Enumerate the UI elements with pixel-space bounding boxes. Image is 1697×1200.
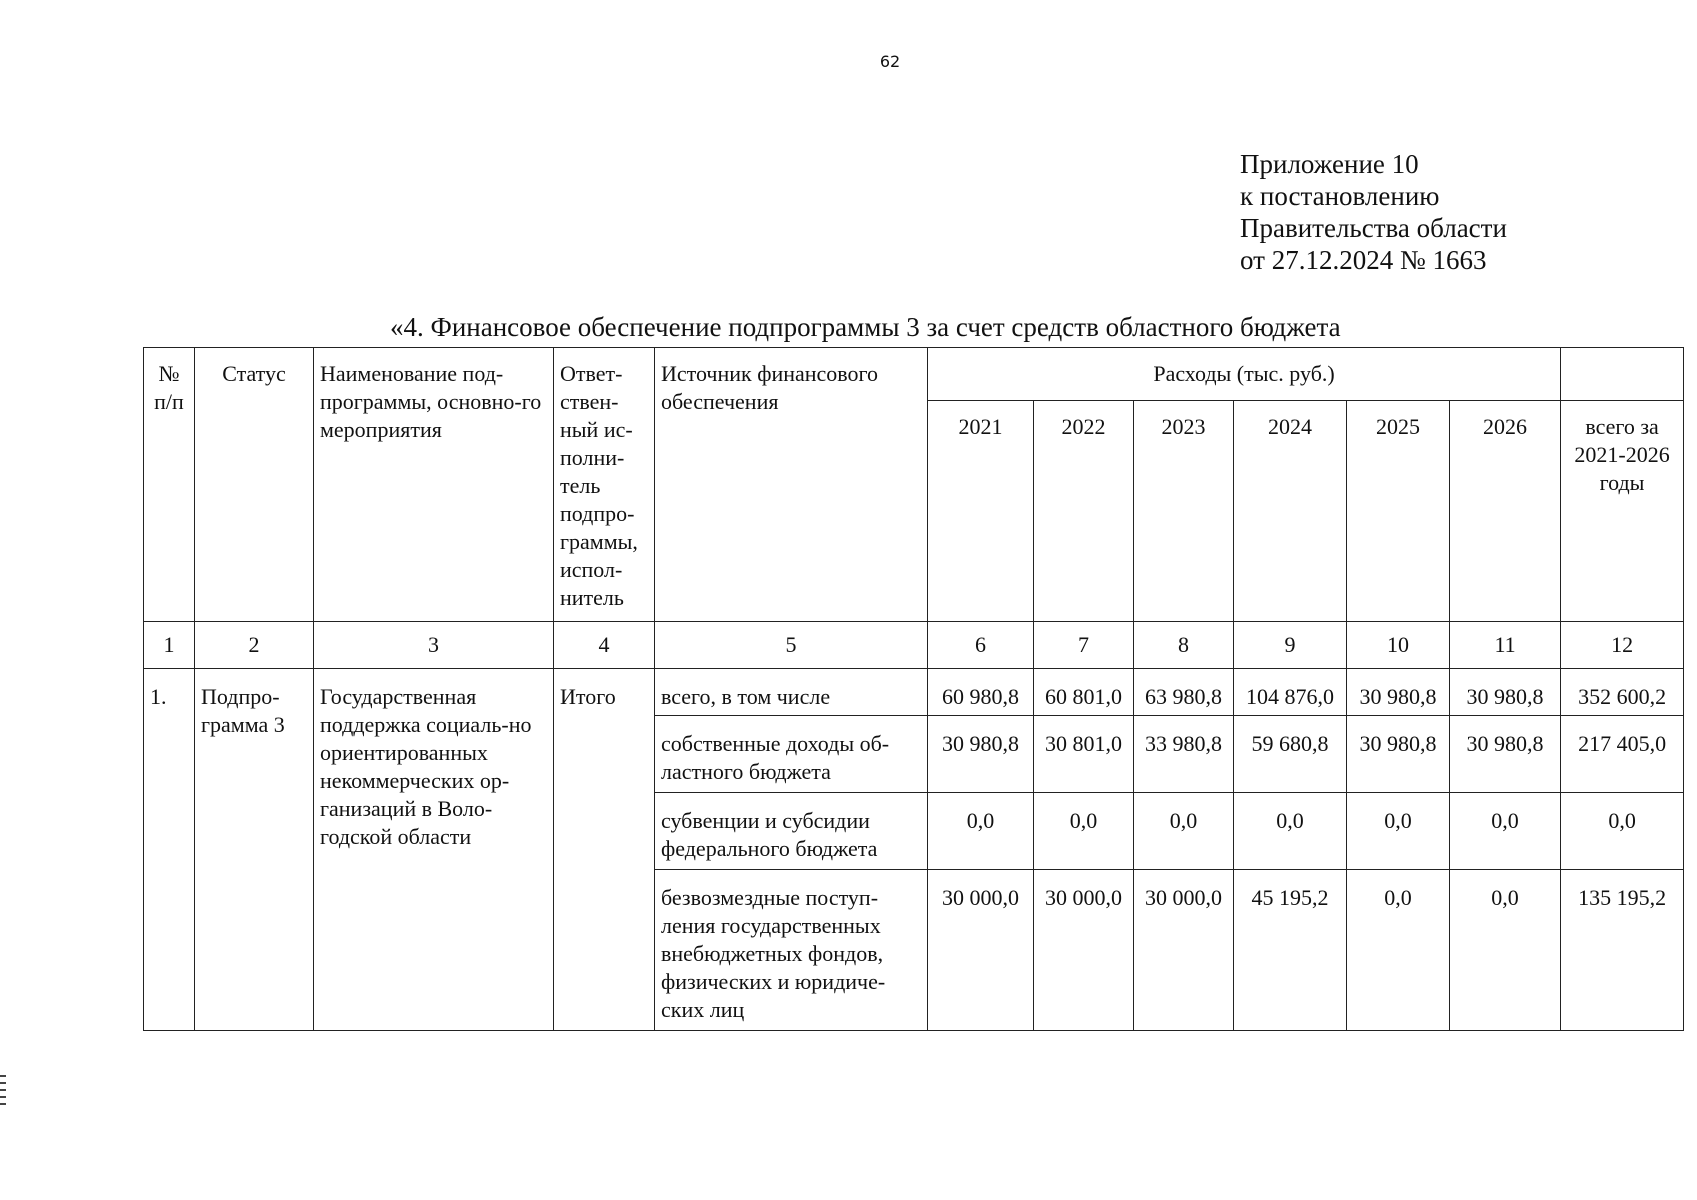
header-name: Наименование под-программы, основно-го мероприятия	[314, 348, 554, 622]
value-cell: 0,0	[1450, 870, 1561, 1031]
value-cell: 30 000,0	[928, 870, 1034, 1031]
column-number: 10	[1347, 622, 1450, 669]
value-cell: 30 980,8	[1347, 716, 1450, 793]
value-cell: 30 000,0	[1034, 870, 1134, 1031]
column-number: 7	[1034, 622, 1134, 669]
column-number: 8	[1134, 622, 1234, 669]
row-responsible: Итого	[554, 669, 655, 1031]
value-cell: 0,0	[928, 793, 1034, 870]
column-number: 1	[144, 622, 195, 669]
document-title: «4. Финансовое обеспечение подпрограммы 3 за счет средств областного бюджета	[390, 312, 1341, 342]
value-cell: 30 000,0	[1134, 870, 1234, 1031]
header-year-2022: 2022	[1034, 401, 1134, 622]
value-cell: 60 801,0	[1034, 669, 1134, 716]
header-year-2025: 2025	[1347, 401, 1450, 622]
page-number: 62	[879, 52, 901, 71]
margin-mark	[0, 1089, 6, 1091]
header-num: № п/п	[144, 348, 195, 622]
value-cell: 30 980,8	[928, 716, 1034, 793]
row-status: Подпро-грамма 3	[195, 669, 314, 1031]
column-number: 5	[655, 622, 928, 669]
header-responsible: Ответ-ствен-ный ис-полни-тель подпро-граммы, испол-нитель	[554, 348, 655, 622]
column-number: 12	[1561, 622, 1684, 669]
margin-mark	[0, 1096, 6, 1098]
value-cell: 33 980,8	[1134, 716, 1234, 793]
appendix-line: Приложение 10	[1240, 149, 1419, 179]
row-name: Государственная поддержка социаль-но ориентированных некоммерческих ор-ганизаций в Воло-годской области	[314, 669, 554, 1031]
header-year-2023: 2023	[1134, 401, 1234, 622]
value-cell: 352 600,2	[1561, 669, 1684, 716]
margin-mark	[0, 1103, 6, 1105]
value-cell: 135 195,2	[1561, 870, 1684, 1031]
value-cell: 30 980,8	[1450, 716, 1561, 793]
column-number: 9	[1234, 622, 1347, 669]
table-row	[144, 669, 1684, 716]
value-cell: 30 801,0	[1034, 716, 1134, 793]
margin-mark	[0, 1075, 6, 1077]
margin-mark	[0, 1082, 6, 1084]
column-numbers-row	[144, 622, 1684, 669]
column-number: 3	[314, 622, 554, 669]
column-number: 2	[195, 622, 314, 669]
header-row	[144, 348, 1684, 401]
value-cell: 30 980,8	[1347, 669, 1450, 716]
financing-table	[143, 347, 1684, 1031]
value-cell: 60 980,8	[928, 669, 1034, 716]
value-cell: 0,0	[1347, 870, 1450, 1031]
source-label: безвозмездные поступ-ления государственных внебюджетных фондов, физических и юридиче-ских лиц	[655, 870, 928, 1031]
source-label: собственные доходы об-ластного бюджета	[655, 716, 928, 793]
value-cell: 45 195,2	[1234, 870, 1347, 1031]
value-cell: 30 980,8	[1450, 669, 1561, 716]
value-cell: 0,0	[1347, 793, 1450, 870]
appendix-line: Правительства области	[1240, 213, 1507, 243]
source-label: субвенции и субсидии федерального бюджета	[655, 793, 928, 870]
source-label: всего, в том числе	[655, 669, 928, 716]
header-year-2024: 2024	[1234, 401, 1347, 622]
value-cell: 63 980,8	[1134, 669, 1234, 716]
header-source: Источник финансового обеспечения	[655, 348, 928, 622]
column-number: 11	[1450, 622, 1561, 669]
value-cell: 0,0	[1034, 793, 1134, 870]
value-cell: 104 876,0	[1234, 669, 1347, 716]
header-year-2021: 2021	[928, 401, 1034, 622]
column-number: 6	[928, 622, 1034, 669]
appendix-block	[1240, 148, 1507, 276]
header-status: Статус	[195, 348, 314, 622]
value-cell: 0,0	[1561, 793, 1684, 870]
value-cell: 59 680,8	[1234, 716, 1347, 793]
header-year-2026: 2026	[1450, 401, 1561, 622]
value-cell: 0,0	[1450, 793, 1561, 870]
value-cell: 217 405,0	[1561, 716, 1684, 793]
header-expenses: Расходы (тыс. руб.)	[928, 348, 1561, 401]
appendix-line: к постановлению	[1240, 181, 1440, 211]
row-num: 1.	[144, 669, 195, 1031]
value-cell: 0,0	[1234, 793, 1347, 870]
header-expenses-blank	[1561, 348, 1684, 401]
column-number: 4	[554, 622, 655, 669]
appendix-line: от 27.12.2024 № 1663	[1240, 245, 1487, 275]
header-total: всего за 2021-2026 годы	[1561, 401, 1684, 622]
value-cell: 0,0	[1134, 793, 1234, 870]
